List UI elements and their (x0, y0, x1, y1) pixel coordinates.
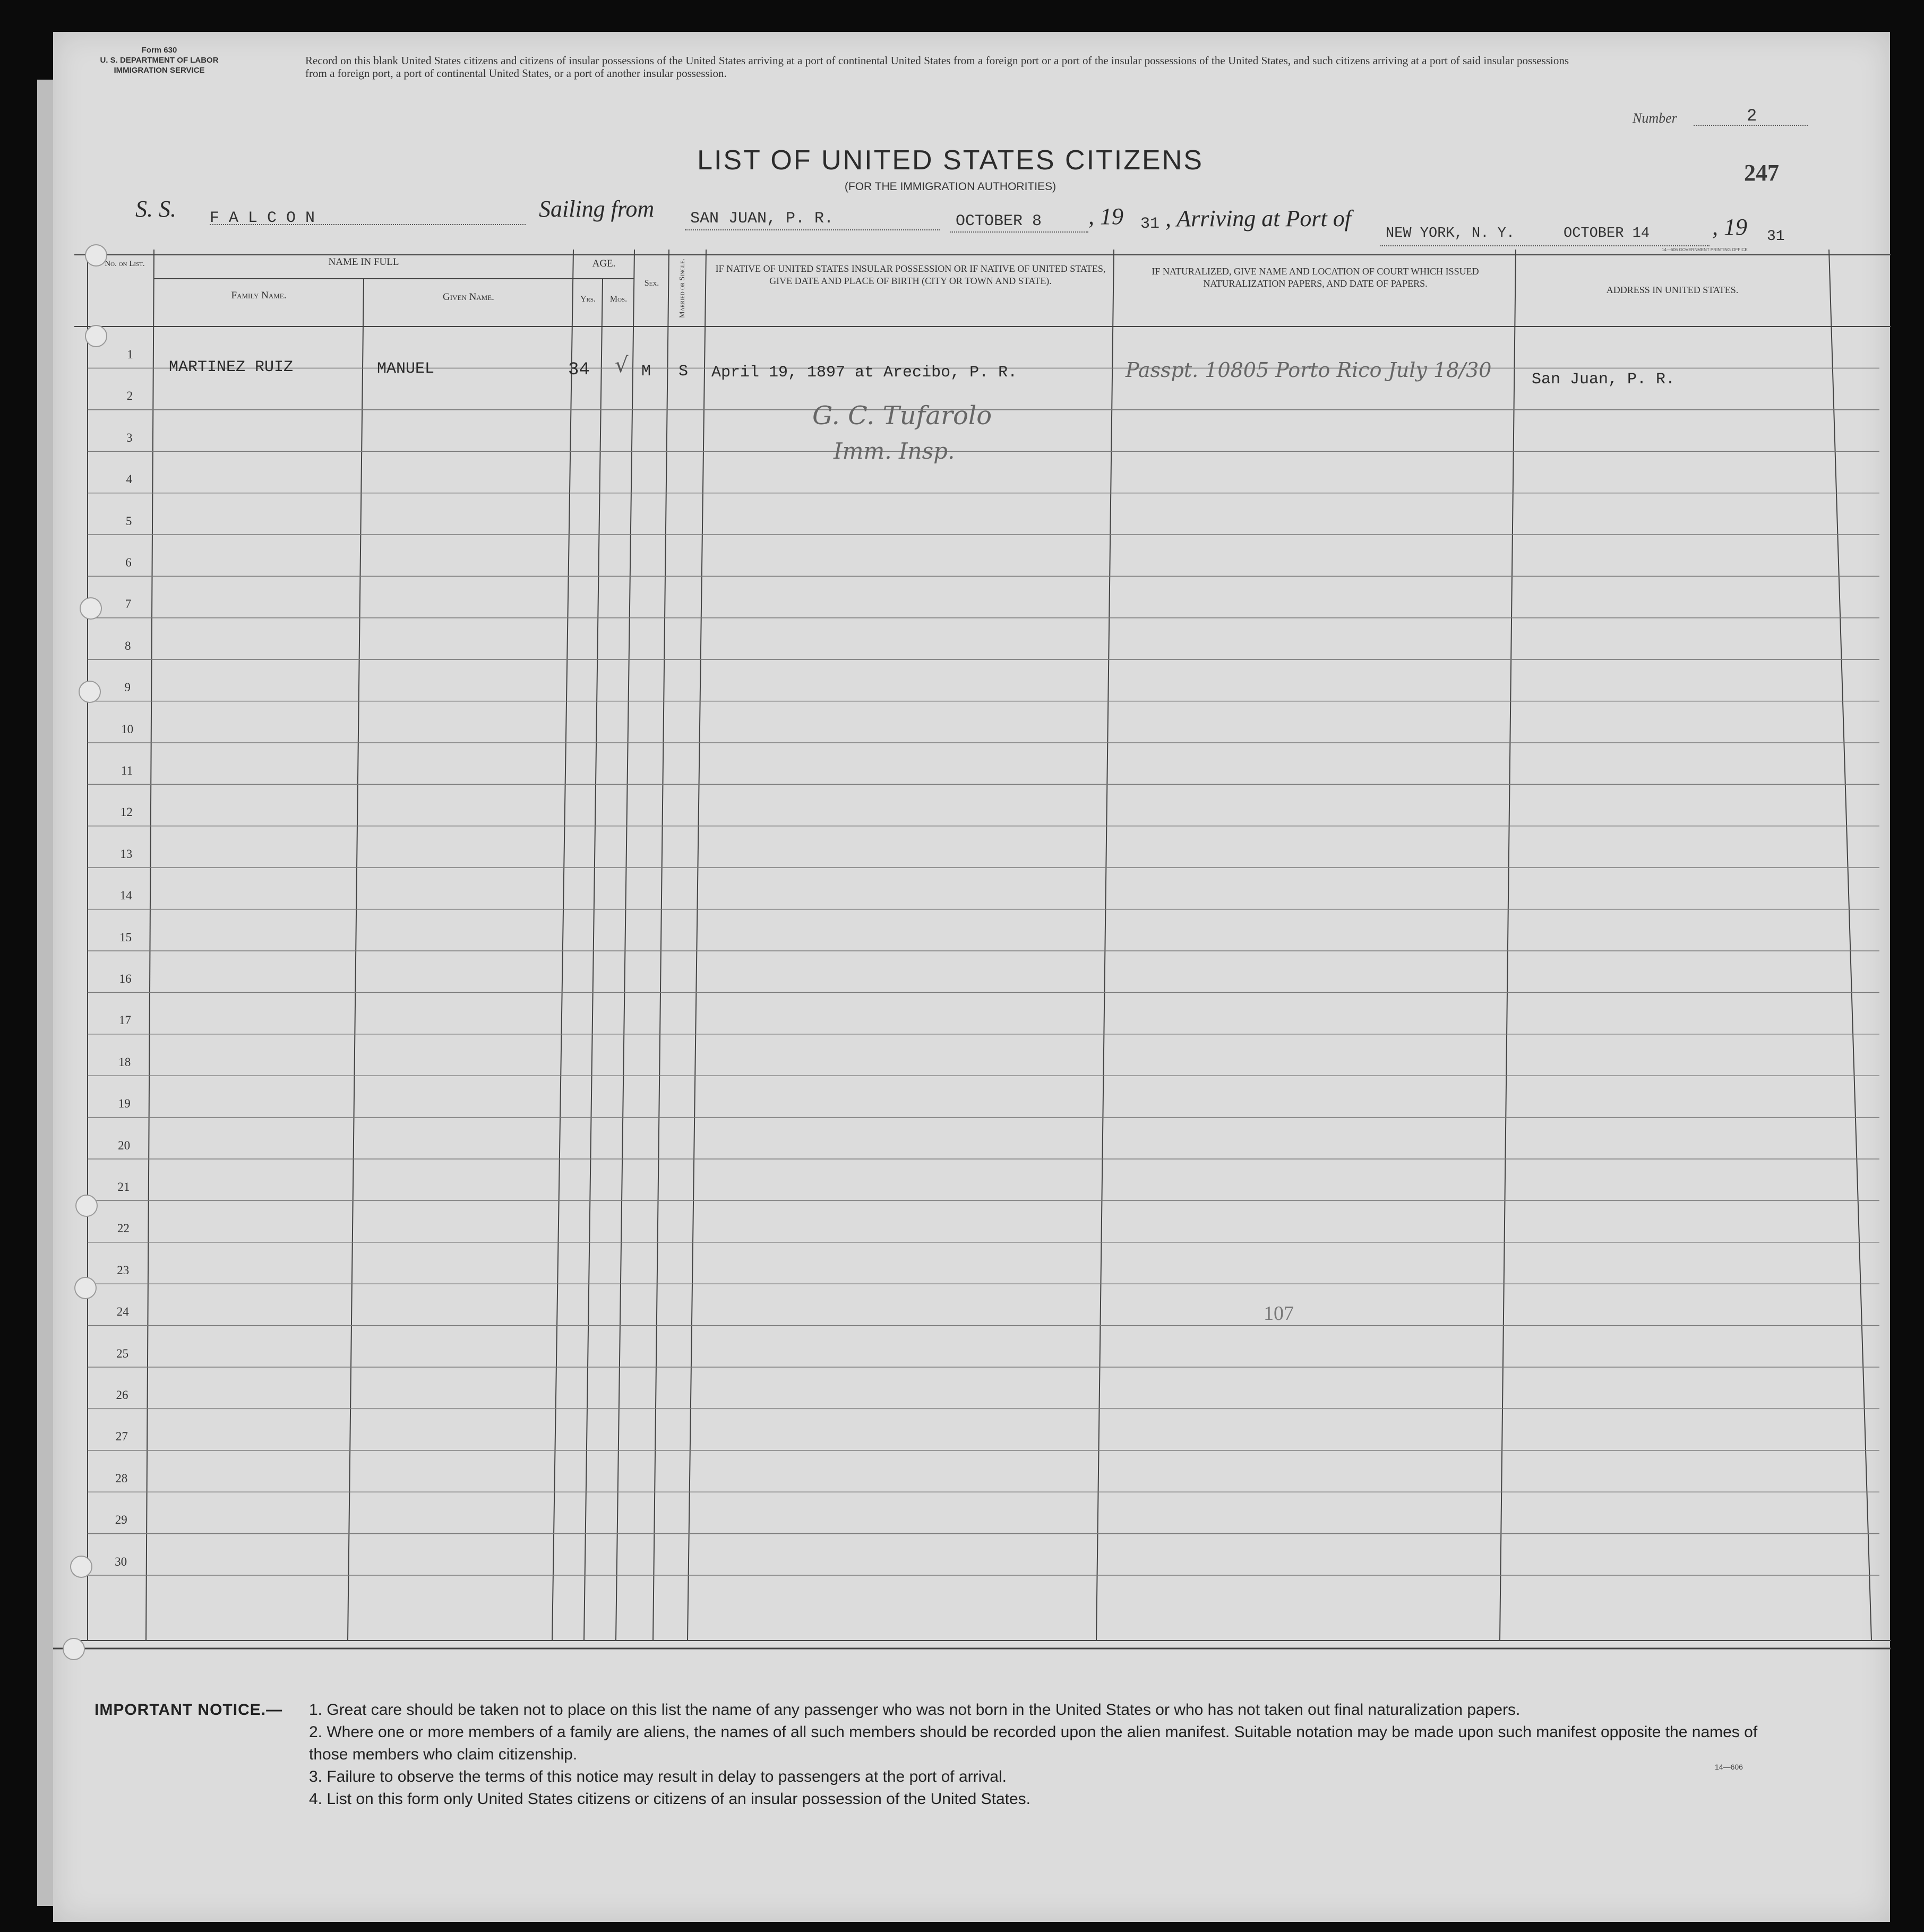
header-married-single: Married or Single. (678, 259, 686, 318)
row-number: 14 (119, 889, 132, 903)
binder-hole (75, 1195, 98, 1217)
row-number: 10 (121, 722, 134, 736)
sex-entry: M (641, 363, 651, 381)
header-years: Yrs. (580, 295, 596, 304)
notice-item-3: 3. Failure to observe the terms of this notice may result in delay to passengers at the port of arrival. (309, 1768, 1007, 1785)
notice-item-2: 2. Where one or more members of a family are aliens, the names of all such members should be recorded upon the alien manifest. Suitable notation may be made upon such manifest opposite the names of those members who claim citizenship. (309, 1723, 1758, 1763)
arrival-year: 31 (1767, 228, 1785, 245)
arrival-port: NEW YORK, N. Y. (1386, 226, 1515, 242)
row-number: 13 (120, 847, 133, 861)
binder-hole (85, 325, 107, 347)
row-number: 22 (117, 1222, 130, 1235)
sail-year-prefix: , 19 (1088, 203, 1123, 229)
row-number: 16 (119, 972, 132, 985)
row-number: 1 (127, 348, 133, 361)
header-name-in-full: NAME IN FULL (328, 256, 399, 268)
notice-heading: IMPORTANT NOTICE.— (95, 1701, 283, 1719)
row-number: 30 (115, 1555, 127, 1568)
page-subtitle: (FOR THE IMMIGRATION AUTHORITIES) (844, 181, 1057, 193)
header-sex: Sex. (644, 279, 659, 288)
ss-label: S. S. (135, 196, 176, 222)
row-number: 17 (118, 1014, 131, 1027)
gpo-imprint: 14—606 GOVERNMENT PRINTING OFFICE (1662, 247, 1748, 252)
service: IMMIGRATION SERVICE (114, 66, 205, 75)
from-port: SAN JUAN, P. R. (690, 210, 834, 228)
row-number: 24 (116, 1305, 129, 1319)
row-number: 26 (116, 1388, 128, 1402)
inspector-signature: G. C. Tufarolo (812, 401, 992, 431)
age-months-mark: √ (615, 353, 629, 377)
arriving-label: , Arriving at Port of (1165, 205, 1351, 231)
row-number: 7 (125, 597, 132, 611)
sailing-label: Sailing from (539, 196, 655, 222)
birth-entry: April 19, 1897 at Arecibo, P. R. (711, 364, 1018, 382)
row-number: 6 (125, 556, 132, 569)
header-naturalization: IF NATURALIZED, GIVE NAME AND LOCATION OF COURT WHICH ISSUED NATURALIZATION PAPERS, AND DATE OF PAPERS. (1152, 266, 1479, 289)
number-value: 2 (1747, 106, 1757, 126)
row-number: 23 (117, 1263, 130, 1277)
row-number: 15 (119, 930, 132, 944)
arrival-date: OCTOBER 14 (1564, 226, 1650, 242)
form-instructions: Record on this blank United States citizens and citizens of insular possessions of the United States arriving at a port of continental United States from a foreign port or a port of the insular possessions of the United States, and such citizens arriving at a port of said insular possessions from a foreign port, a port of continental United States, or a port of another insular possession. (305, 54, 1569, 80)
binder-hole (74, 1277, 97, 1299)
notice-item-4: 4. List on this form only United States citizens or citizens of an insular possession of the United States. (309, 1790, 1031, 1808)
row-number: 2 (126, 389, 133, 403)
binder-hole (79, 681, 101, 703)
row-number: 28 (115, 1471, 128, 1485)
row-number: 21 (117, 1180, 130, 1193)
row-number: 9 (124, 681, 131, 694)
page-title: LIST OF UNITED STATES CITIZENS (697, 145, 1204, 176)
header-age: AGE. (592, 258, 616, 269)
marital-status-entry: S (678, 363, 689, 381)
binder-hole (85, 244, 107, 267)
number-label: Number (1633, 110, 1677, 126)
family-name-entry: MARTINEZ RUIZ (169, 358, 294, 376)
header-no-on-list: No. on List. (105, 260, 145, 268)
binder-hole (63, 1638, 85, 1660)
sail-date: OCTOBER 8 (956, 212, 1042, 230)
binder-hole (80, 597, 102, 620)
page-stamp: 107 (1264, 1302, 1294, 1325)
header-family-name: Family Name. (231, 290, 287, 301)
row-number: 12 (120, 805, 133, 819)
inspector-title: Imm. Insp. (834, 438, 955, 464)
sail-year: 31 (1140, 215, 1160, 233)
address-entry: San Juan, P. R. (1532, 371, 1676, 389)
header-birth-place: IF NATIVE OF UNITED STATES INSULAR POSSESSION OR IF NATIVE OF UNITED STATES, GIVE DATE AND PLACE OF BIRTH (CITY OR TOWN AND STATE). (715, 263, 1106, 286)
binder-hole (70, 1556, 92, 1578)
row-number: 29 (115, 1513, 127, 1527)
row-number: 11 (121, 764, 133, 777)
row-number: 4 (126, 473, 132, 486)
notice-item-1: 1. Great care should be taken not to place on this list the name of any passenger who was not born in the United States or who has not taken out final naturalization papers. (309, 1701, 1521, 1719)
header-address: ADDRESS IN UNITED STATES. (1606, 285, 1739, 295)
stamp-number: 247 (1744, 160, 1779, 186)
arrival-year-prefix: , 19 (1712, 214, 1747, 240)
row-number: 27 (115, 1430, 128, 1444)
form-number: Form 630 (141, 46, 177, 55)
age-years-entry: 34 (568, 360, 590, 380)
header-given-name: Given Name. (443, 291, 494, 303)
row-number: 20 (118, 1138, 131, 1152)
given-name-entry: MANUEL (377, 360, 435, 378)
row-number: 5 (125, 514, 132, 528)
department: U. S. DEPARTMENT OF LABOR (100, 56, 219, 65)
naturalization-entry: Passpt. 10805 Porto Rico July 18/30 (1126, 358, 1492, 382)
row-number: 18 (118, 1055, 131, 1069)
row-number: 19 (118, 1097, 131, 1111)
header-months: Mos. (609, 295, 628, 304)
form-code: 14—606 (1715, 1763, 1743, 1771)
ship-name: F A L C O N (210, 209, 315, 227)
row-number: 3 (126, 431, 133, 444)
row-number: 8 (125, 639, 131, 652)
row-number: 25 (116, 1346, 129, 1360)
